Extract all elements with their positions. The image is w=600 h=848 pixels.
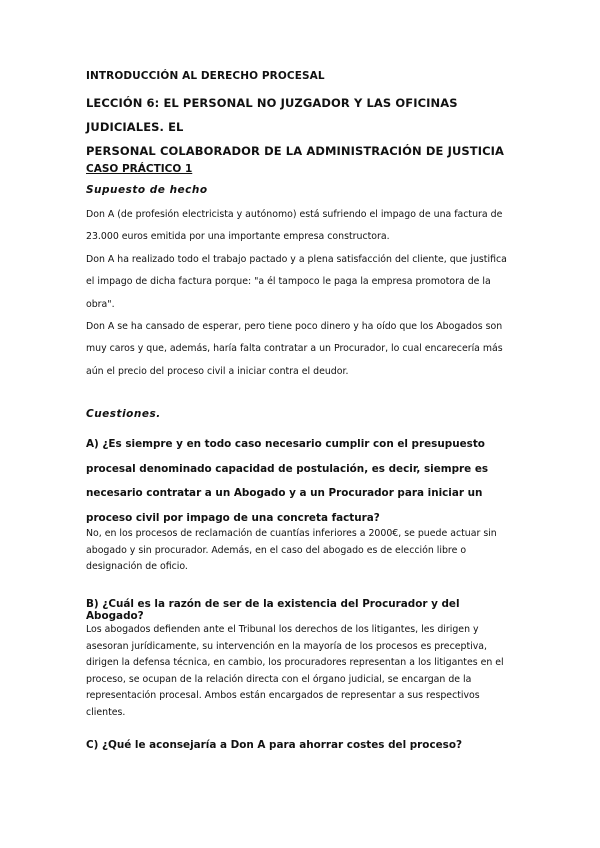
question-a: A) ¿Es siempre y en todo caso necesario cumplir con el presupuesto procesal denominado capacidad de postulación, es decir, siempre es necesario contratar a un Abogado y a un Procurador para iniciar un proceso civil por impago de una concreta factura?	[86, 438, 489, 524]
answer-b: Los abogados defienden ante el Tribunal los derechos de los litigantes, les dirigen y asesoran jurídicamente, su intervención en la mayoría de los procesos es preceptiva, dirigen la defensa técnica, en cambio, los procuradores representan a los litigantes en el proceso, se ocupan de la relación directa con el órgano judicial, se encargan de la representación procesal. Ambos están encargados de representar a sus respectivos clientes.	[86, 624, 504, 718]
case-title: CASO PRÁCTICO 1	[86, 163, 193, 175]
lesson-title	[86, 91, 518, 163]
facts-paragraph-1: Don A (de profesión electricista y autónomo) está sufriendo el impago de una factura de 23.000 euros emitida por una importante empresa constructora.	[86, 209, 503, 243]
facts-subtitle: Supuesto de hecho	[86, 184, 208, 196]
lesson-title-line-1: LECCIÓN 6: EL PERSONAL NO JUZGADOR Y LAS OFICINAS JUDICIALES. EL	[86, 96, 458, 134]
question-c: C) ¿Qué le aconsejaría a Don A para ahorrar costes del proceso?	[86, 739, 463, 751]
facts-paragraph-3: Don A se ha cansado de esperar, pero tiene poco dinero y ha oído que los Abogados son muy caros y que, además, haría falta contratar a un Procurador, lo cual encarecería más aún el precio del proceso civil a iniciar contra el deudor.	[86, 321, 503, 377]
course-title: INTRODUCCIÓN AL DERECHO PROCESAL	[86, 70, 325, 82]
facts-body	[86, 204, 518, 383]
question-b: B) ¿Cuál es la razón de ser de la existencia del Procurador y del Abogado?	[86, 598, 460, 622]
answer-a: No, en los procesos de reclamación de cuantías inferiores a 2000€, se puede actuar sin abogado y sin procurador. Además, en el caso del abogado es de elección libre o designación de oficio.	[86, 528, 497, 572]
facts-paragraph-2: Don A ha realizado todo el trabajo pactado y a plena satisfacción del cliente, que justifica el impago de dicha factura porque: "a él tampoco le paga la empresa promotora de la obra".	[86, 253, 507, 310]
lesson-title-line-2: PERSONAL COLABORADOR DE LA ADMINISTRACIÓN DE JUSTICIA	[86, 144, 505, 158]
questions-heading: Cuestiones.	[86, 408, 161, 420]
